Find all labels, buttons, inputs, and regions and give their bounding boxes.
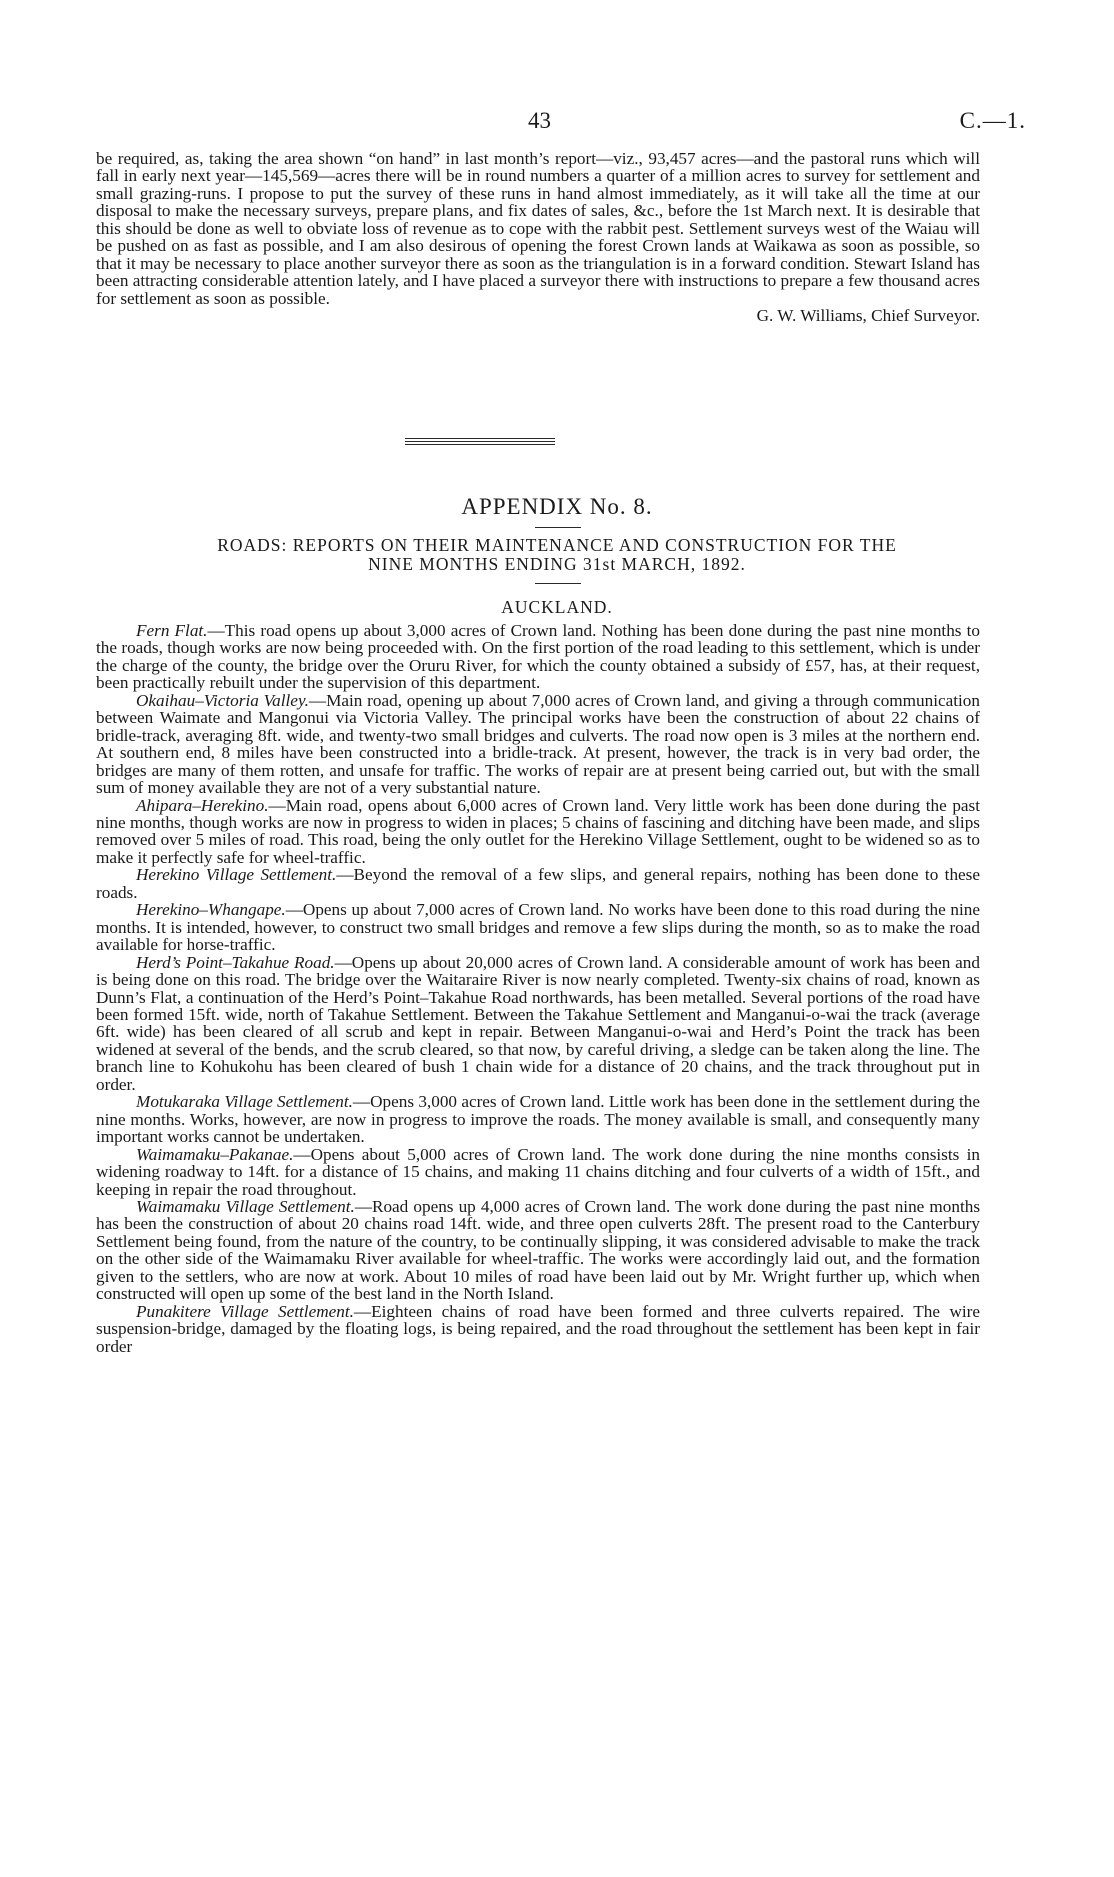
section-heading: Ahipara–Herekino. <box>136 795 269 815</box>
section-fern-flat <box>96 622 980 692</box>
section-waimamaku-village <box>96 1198 980 1303</box>
section-heading: Motukaraka Village Settlement. <box>136 1092 353 1112</box>
region-heading: AUCKLAND. <box>501 597 613 617</box>
document-reference: C.—1. <box>959 108 1026 133</box>
section-ahipara-herekino <box>96 797 980 867</box>
section-herds-point-takahue <box>96 954 980 1094</box>
section-body: —Opens 3,000 acres of Crown land. Little work has been done in the settlement during the nine months. Works, however, are now in progress to improve the roads. The money available is small, and consequently many important works cannot be undertaken. <box>96 1092 980 1147</box>
page-header <box>0 108 1114 142</box>
section-body: —Opens up about 7,000 acres of Crown land. No works have been done to this road during the nine months. It is intended, however, to construct two small bridges and remove a few slips during the month, so as to make the road available for horse-traffic. <box>96 900 980 955</box>
appendix-subtitle-line-2: NINE MONTHS ENDING 31st MARCH, 1892. <box>368 554 746 574</box>
section-herekino-village <box>96 866 980 901</box>
section-heading: Okaihau–Victoria Valley. <box>136 690 309 710</box>
section-motukaraka-village <box>96 1093 980 1145</box>
section-body: —Road opens up 4,000 acres of Crown land. The work done during the past nine months has been the construction of about 20 chains road 14ft. wide, and three open culverts 28ft. The present road to the Canterbury Settlement being found, from the nature of the country, to be continually slipping, it was considered advisable to make the track on the other side of the Waimamaku River available for wheel-traffic. The works were accordingly laid out, and the formation given to the settlers, who are now at work. About 10 miles of road have been laid out by Mr. Wright further up, which when constructed will open up some of the best land in the North Island. <box>96 1196 981 1304</box>
intro-paragraph-block <box>96 150 980 325</box>
section-body: —Main road, opens about 6,000 acres of Crown land. Very little work has been done during the past nine months, though works are now in progress to widen in places; 5 chains of fascining and ditching have been made, and slips removed over 5 miles of road. This road, being the only outlet for the Herekino Village Settlement, ought to be widened so as to make it perfectly safe for wheel-traffic. <box>96 795 980 867</box>
section-heading: Waimamaku Village Settlement. <box>136 1196 355 1216</box>
section-heading: Herekino–Whangape. <box>136 900 286 920</box>
title-rule <box>535 527 581 528</box>
section-body: —Eighteen chains of road have been formed and three culverts repaired. The wire suspension-bridge, damaged by the floating logs, is being repaired, and the road throughout the settlement has been kept in fair order <box>96 1301 980 1356</box>
signature: G. W. Williams, Chief Surveyor. <box>756 306 980 326</box>
section-punakitere-village <box>96 1303 980 1355</box>
section-heading: Waimamaku–Pakanae. <box>136 1144 294 1164</box>
section-body: —Opens about 5,000 acres of Crown land. The work done during the nine months consists in widening roadway to 14ft. for a distance of 15 chains, and making 11 chains ditching and four culverts of a width of 15ft., and keeping in repair the road throughout. <box>96 1144 980 1199</box>
section-heading: Herekino Village Settlement. <box>136 865 337 885</box>
intro-paragraph: be required, as, taking the area shown “on hand” in last month’s report—viz., 93,457 acres—and the pastoral runs which will fall in early next year—145,569—acres there will be in round numbers a quarter of a million acres to survey for settlement and small grazing-runs. I propose to put the survey of these runs in hand almost immediately, as it will take all the time at our disposal to make the necessary surveys, prepare plans, and fix dates of sales, &c., before the 1st March next. It is desirable that this should be done as well to obviate loss of revenue as to cope with the rabbit pest. Settlement surveys west of the Waiau will be pushed on as fast as possible, and I am also desirous of opening the forest Crown lands at Waikawa as soon as possible, so that it may be necessary to place another surveyor there as soon as the triangulation is in a forward condition. Stewart Island has been attracting considerable attention lately, and I have placed a surveyor there with instructions to prepare a few thousand acres for settlement as soon as possible. <box>96 149 980 308</box>
section-body: —Opens up about 20,000 acres of Crown land. A considerable amount of work has been and is being done on this road. The bridge over the Waitaraire River is now nearly completed. Twenty-six chains of road, known as Dunn’s Flat, a continuation of the Herd’s Point–Takahue Road northwards, has been metalled. Several portions of the road have been formed 15ft. wide, north of Takahue Settlement. Between the Takahue Settlement and Manganui-o-wai the track (average 6ft. wide) has been cleared of all scrub and kept in repair. Between Manganui-o-wai and Herd’s Point the track has been widened at several of the bends, and the scrub cleared, so that now, by careful driving, a sledge can be taken along the line. The branch line to Kohukohu has been cleared of bush 1 chain wide for a distance of 20 chains, and the track throughout put in order. <box>96 952 980 1094</box>
appendix-title: APPENDIX No. 8. <box>461 494 653 519</box>
section-heading: Punakitere Village Settlement. <box>136 1301 354 1321</box>
section-okaihau-victoria-valley <box>96 692 980 797</box>
section-waimamaku-pakanae <box>96 1146 980 1198</box>
appendix-subtitle-line-1: ROADS: REPORTS ON THEIR MAINTENANCE AND CONSTRUCTION FOR THE <box>217 535 897 555</box>
section-body: —This road opens up about 3,000 acres of Crown land. Nothing has been done during the past nine months to the roads, though works are now being proceeded with. On the first portion of the road leading to this settlement, which is under the charge of the county, the bridge over the Oruru River, for which the county obtained a subsidy of £57, has, at their request, been practically rebuilt under the supervision of this department. <box>96 621 980 693</box>
section-body: —Main road, opening up about 7,000 acres of Crown land, and giving a through communication between Waimate and Mangonui via Victoria Valley. The principal works have been the construction of about 22 chains of bridle-track, averaging 8ft. wide, and twenty-two small bridges and culverts. The road now open is 3 miles at the northern end. At southern end, 8 miles have been constructed into a bridle-track. At present, however, the track is in very bad order, the bridges are many of them rotten, and unsafe for traffic. The works of repair are at present being carried out, but with the small sum of money available they are not of a very substantial nature. <box>96 690 980 798</box>
page-number: 43 <box>528 108 551 133</box>
section-heading: Herd’s Point–Takahue Road. <box>136 952 335 972</box>
section-heading: Fern Flat. <box>136 621 208 640</box>
subtitle-rule <box>535 583 581 584</box>
report-sections <box>96 622 980 1355</box>
section-herekino-whangape <box>96 901 980 953</box>
section-divider <box>405 438 555 447</box>
section-body: —Beyond the removal of a few slips, and general repairs, nothing has been done to these roads. <box>96 865 980 902</box>
